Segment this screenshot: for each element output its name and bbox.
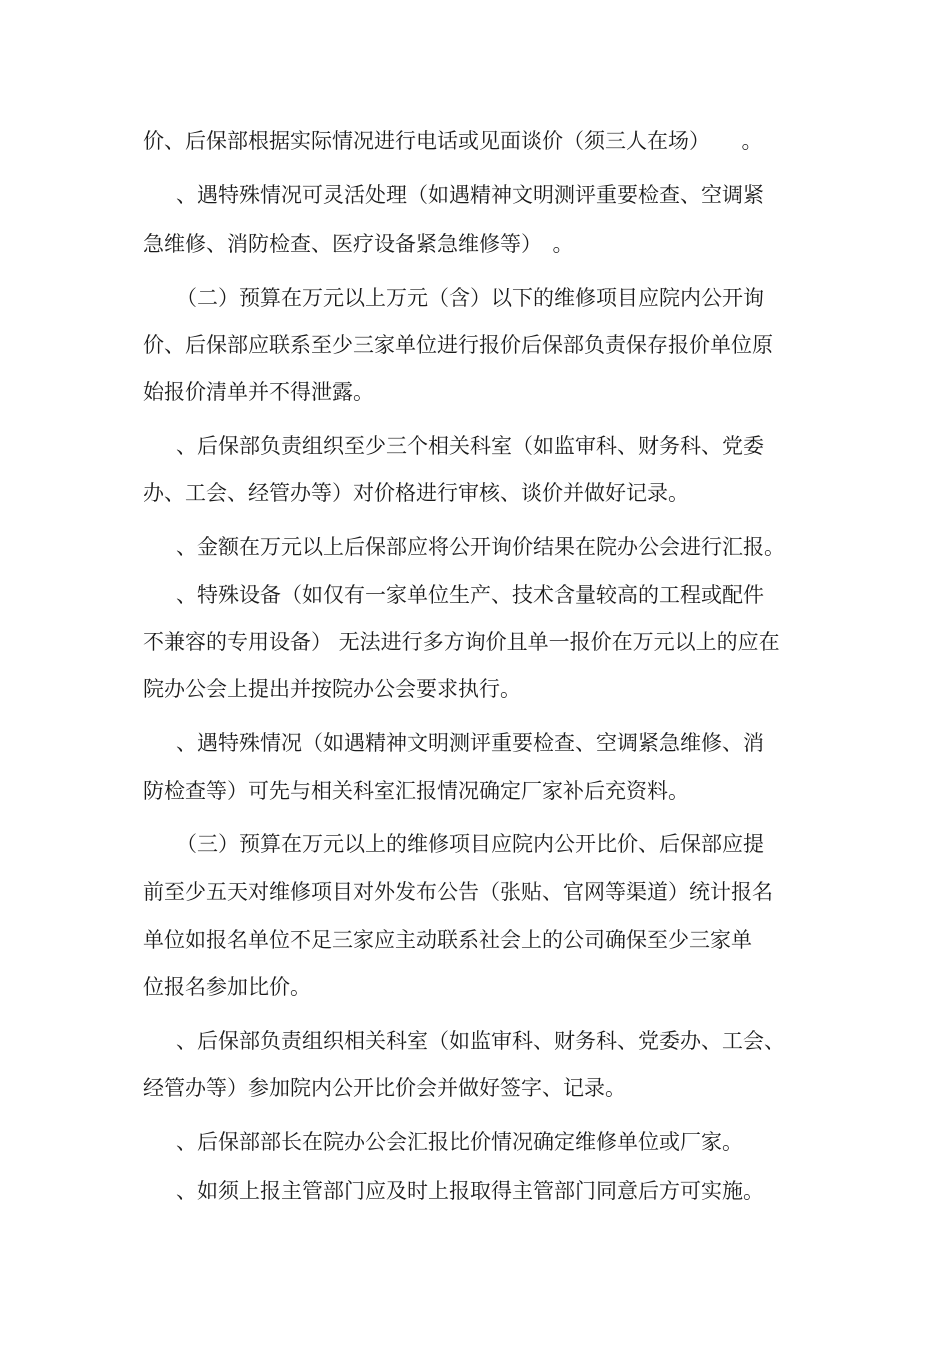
text-line: 防检查等）可先与相关科室汇报情况确定厂家补后充资料。 [143, 779, 689, 803]
text-line: 、特殊设备（如仅有一家单位生产、技术含量较高的工程或配件 [176, 583, 764, 607]
text-line: 急维修、消防检查、医疗设备紧急维修等） 。 [143, 232, 574, 256]
text-line: 不兼容的专用设备） 无法进行多方询价且单一报价在万元以上的应在 [143, 630, 780, 654]
text-line: 、后保部负责组织相关科室（如监审科、财务科、党委办、工会、 [176, 1029, 785, 1053]
text-line: 价、后保部应联系至少三家单位进行报价后保部负责保存报价单位原 [143, 333, 773, 357]
text-line: 单位如报名单位不足三家应主动联系社会上的公司确保至少三家单 [143, 928, 752, 952]
text-line: 、遇特殊情况可灵活处理（如遇精神文明测评重要检查、空调紧 [176, 183, 764, 207]
text-line: 始报价清单并不得泄露。 [143, 380, 374, 404]
text-line: 位报名参加比价。 [143, 975, 311, 999]
text-line: （三）预算在万元以上的维修项目应院内公开比价、后保部应提 [176, 832, 764, 856]
text-line: 前至少五天对维修项目对外发布公告（张贴、官网等渠道）统计报名 [143, 880, 773, 904]
text-line: 办、工会、经管办等）对价格进行审核、谈价并做好记录。 [143, 481, 689, 505]
text-line: 、后保部部长在院办公会汇报比价情况确定维修单位或厂家。 [176, 1130, 743, 1154]
text-line: （二）预算在万元以上万元（含）以下的维修项目应院内公开询 [176, 286, 764, 310]
text-line: 价、后保部根据实际情况进行电话或见面谈价（须三人在场） 。 [143, 129, 763, 153]
text-line: 、如须上报主管部门应及时上报取得主管部门同意后方可实施。 [176, 1179, 764, 1203]
text-line: 院办公会上提出并按院办公会要求执行。 [143, 677, 521, 701]
text-line: 、遇特殊情况（如遇精神文明测评重要检查、空调紧急维修、消 [176, 731, 764, 755]
text-line: 、后保部负责组织至少三个相关科室（如监审科、财务科、党委 [176, 434, 764, 458]
text-line: 经管办等）参加院内公开比价会并做好签字、记录。 [143, 1076, 626, 1100]
text-line: 、金额在万元以上后保部应将公开询价结果在院办公会进行汇报。 [176, 535, 785, 559]
